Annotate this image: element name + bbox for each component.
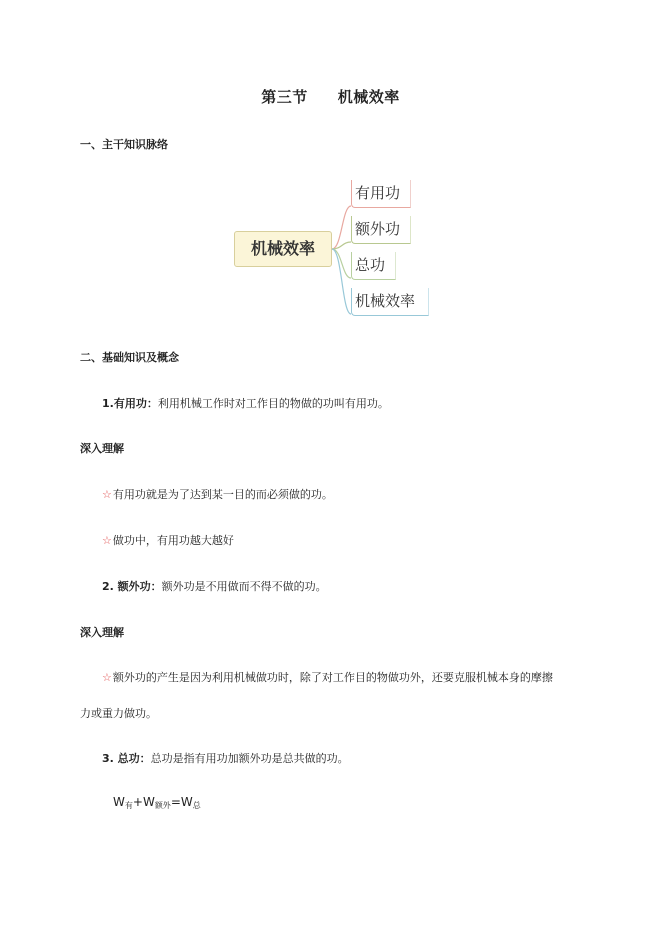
- formula-symbol: W: [180, 795, 193, 809]
- mindmap-node-extra-work: 额外功: [351, 216, 411, 244]
- formula-symbol: W: [142, 795, 155, 809]
- formula-subscript: 额外: [154, 801, 171, 810]
- definition-extra-work: [102, 578, 327, 594]
- note-item: [102, 486, 333, 502]
- definition-text: 额外功是不用做而不得不做的功。: [161, 580, 327, 593]
- title-topic: 机械效率: [337, 88, 400, 106]
- definition-useful-work: [102, 395, 389, 411]
- title-section: 第三节: [261, 88, 308, 106]
- mindmap-node-efficiency: 机械效率: [351, 288, 429, 316]
- note-item: [102, 532, 234, 548]
- mindmap-root-node: 机械效率: [234, 231, 332, 267]
- formula-subscript: 有: [124, 801, 133, 810]
- formula-subscript: 总: [192, 801, 201, 810]
- note-text-continued: 力或重力做功。: [80, 707, 157, 720]
- mindmap-node-total-work: 总功: [351, 252, 396, 280]
- deep-understanding-heading-1: 深入理解: [80, 442, 124, 455]
- section-heading-1: 一、主干知识脉络: [80, 138, 168, 151]
- note-text: 额外功的产生是因为利用机械做功时，除了对工作目的物做功外，还要克服机械本身的摩擦: [112, 671, 553, 684]
- note-item: [102, 669, 553, 685]
- star-icon: ☆: [102, 671, 112, 684]
- definition-text: 总功是指有用功加额外功是总共做的功。: [150, 752, 349, 765]
- formula-operator: +: [132, 795, 143, 809]
- star-icon: ☆: [102, 488, 112, 501]
- definition-label: 2. 额外功：: [102, 580, 162, 593]
- definition-label: 1.有用功：: [102, 397, 158, 410]
- note-text: 做功中，有用功越大越好: [112, 534, 234, 547]
- work-formula: [113, 795, 201, 811]
- section-heading-2: 二、基础知识及概念: [80, 351, 179, 364]
- formula-symbol: W: [113, 795, 125, 809]
- definition-total-work: [102, 750, 349, 766]
- deep-understanding-heading-2: 深入理解: [80, 626, 124, 639]
- mindmap-node-useful-work: 有用功: [351, 180, 411, 208]
- definition-text: 利用机械工作时对工作目的物做的功叫有用功。: [157, 397, 389, 410]
- definition-label: 3. 总功：: [102, 752, 151, 765]
- star-icon: ☆: [102, 534, 112, 547]
- note-text: 有用功就是为了达到某一目的而必须做的功。: [112, 488, 333, 501]
- formula-operator: =: [170, 795, 181, 809]
